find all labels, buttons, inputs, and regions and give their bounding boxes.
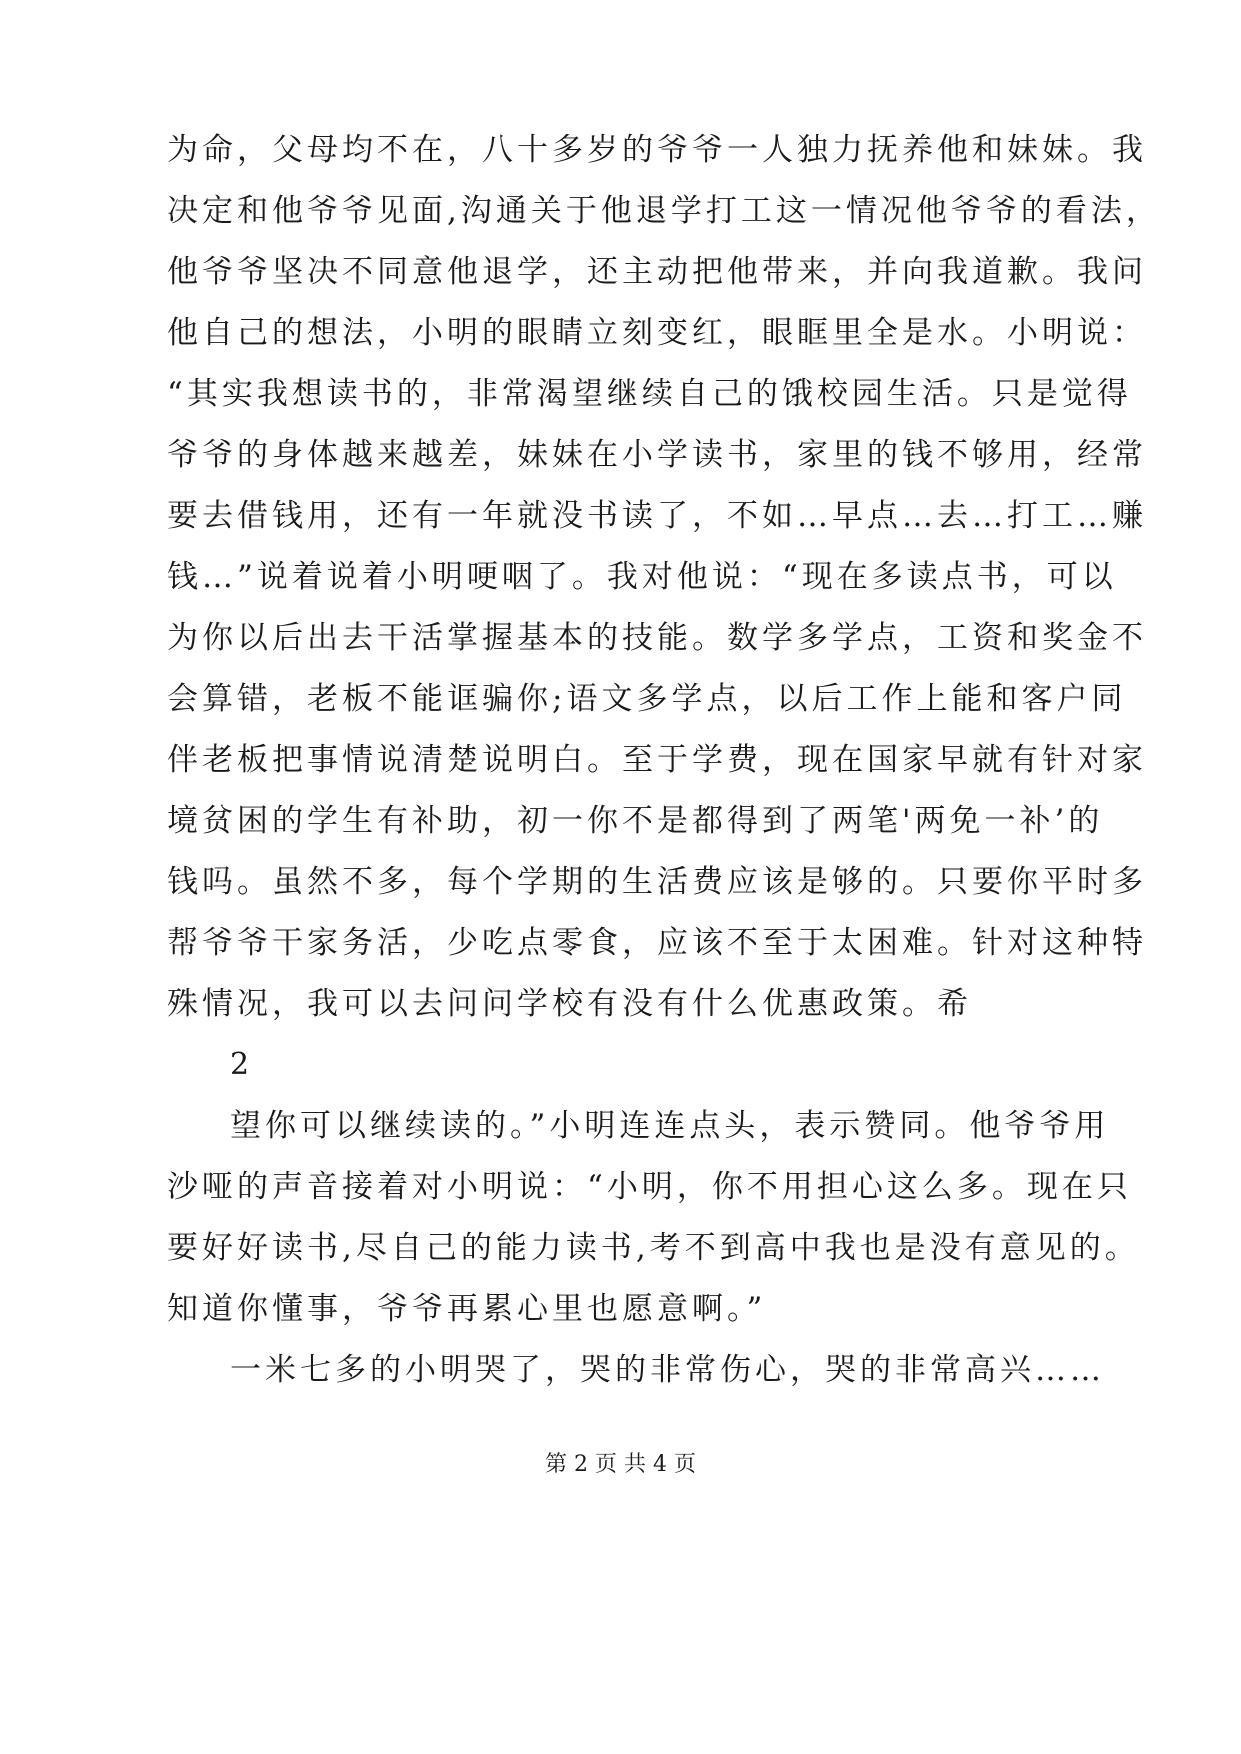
text-line: 伴老板把事情说清楚说明白。至于学费，现在国家早就有针对家 <box>167 742 1147 778</box>
text-line: 钱…”说着说着小明哽咽了。我对他说：“现在多读点书，可以 <box>167 559 1117 595</box>
text-line: 钱吗。虽然不多，每个学期的生活费应该是够的。只要你平时多 <box>167 864 1147 900</box>
text-line: 爷爷的身体越来越差，妹妹在小学读书，家里的钱不够用，经常 <box>167 437 1147 473</box>
text-line: 会算错，老板不能诓骗你;语文多学点，以后工作上能和客户同 <box>167 681 1127 717</box>
text-line: 决定和他爷爷见面,沟通关于他退学打工这一情况他爷爷的看法， <box>167 193 1161 229</box>
text-line: 他自己的想法，小明的眼睛立刻变红，眼眶里全是水。小明说： <box>167 315 1147 351</box>
text-line: 境贫困的学生有补助，初一你不是都得到了两笔'两免一补’的 <box>167 803 1104 839</box>
text-line: 知道你懂事，爷爷再累心里也愿意啊。” <box>167 1291 767 1327</box>
text-line: 要去借钱用，还有一年就没书读了，不如…早点…去…打工…赚 <box>167 498 1147 534</box>
text-line: 为命，父母均不在，八十多岁的爷爷一人独力抚养他和妹妹。我 <box>167 132 1147 168</box>
inline-page-number: 2 <box>230 1047 250 1082</box>
paragraph-first-line: 望你可以继续读的。”小明连连点头，表示赞同。他爷爷用 <box>230 1108 1110 1144</box>
text-line: 他爷爷坚决不同意他退学，还主动把他带来，并向我道歉。我问 <box>167 254 1147 290</box>
page-footer: 第 2 页 共 4 页 <box>545 1452 696 1477</box>
text-line: 沙哑的声音接着对小明说：“小明，你不用担心这么多。现在只 <box>167 1169 1132 1205</box>
text-line: “其实我想读书的，非常渴望继续自己的饿校园生活。只是觉得 <box>167 376 1132 412</box>
paragraph-first-line: 一米七多的小明哭了，哭的非常伤心，哭的非常高兴…… <box>230 1352 1105 1388</box>
text-line: 殊情况，我可以去问问学校有没有什么优惠政策。希 <box>167 986 972 1022</box>
text-line: 帮爷爷干家务活，少吃点零食，应该不至于太困难。针对这种特 <box>167 925 1147 961</box>
text-line: 要好好读书,尽自己的能力读书,考不到高中我也是没有意见的。 <box>167 1230 1140 1266</box>
text-line: 为你以后出去干活掌握基本的技能。数学多学点，工资和奖金不 <box>167 620 1147 656</box>
